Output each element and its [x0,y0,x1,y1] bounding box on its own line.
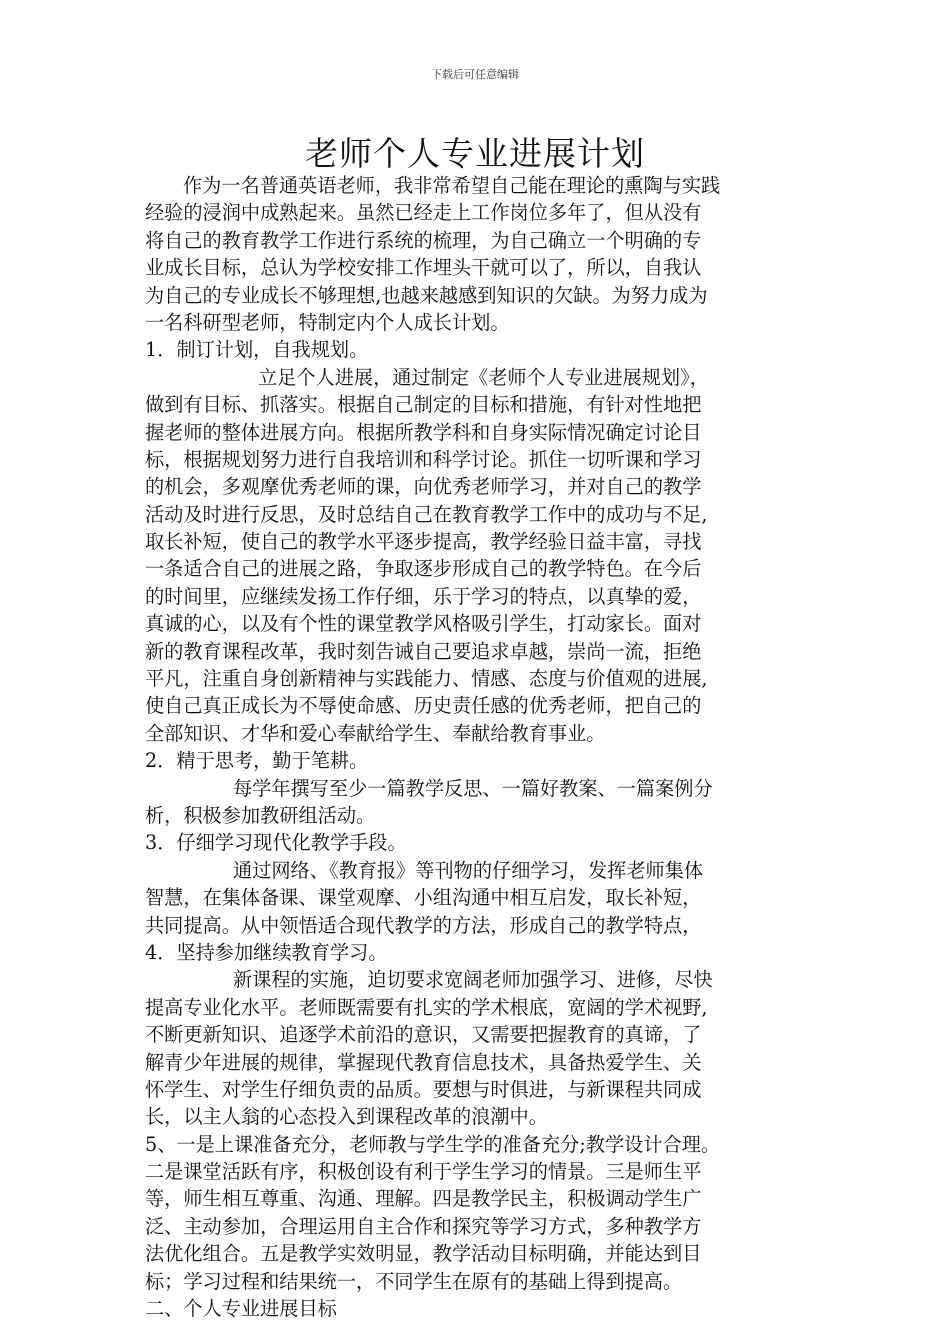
document-body [145,172,805,1322]
body-line: 为自己的专业成长不够理想,也越来越感到知识的欠缺。为努力成为 [145,283,708,307]
body-line: 共同提高。从中领悟适合现代教学的方法，形成自己的教学特点， [145,913,702,937]
body-line: 作为一名普通英语老师，我非常希望自己能在理论的熏陶与实践 [183,174,721,197]
body-line: 做到有目标、抓落实。根据自己制定的目标和措施，有针对性地把 [145,393,702,417]
body-line: 业成长目标，总认为学校安排工作埋头干就可以了，所以，自我认 [145,256,702,280]
body-line: 一名科研型老师，特制定内个人成长计划。 [145,310,510,334]
body-line: 等，师生相互尊重、沟通、理解。四是教学民主，积极调动学生广 [145,1187,702,1211]
body-line: 析，积极参加教研组活动。 [145,803,376,827]
document-title: 老师个人专业进展计划 [305,134,645,173]
body-line: 使自己真正成长为不辱使命感、历史责任感的优秀老师，把自己的 [145,694,702,718]
body-line: 握老师的整体进展方向。根据所教学科和自身实际情况确定讨论目 [145,420,702,444]
body-line: 经验的浸润中成熟起来。虽然已经走上工作岗位多年了，但从没有 [145,201,702,225]
body-line: 新的教育课程改革，我时刻告诫自己要追求卓越，崇尚一流，拒绝 [145,639,702,663]
body-line: 智慧，在集体备课、课堂观摩、小组沟通中相互启发，取长补短， [145,886,702,910]
body-line: 取长补短，使自己的教学水平逐步提高，教学经验日益丰富，寻找 [145,530,702,554]
body-line: 怀学生、对学生仔细负责的品质。要想与时俱进，与新课程共同成 [145,1077,702,1101]
body-line: 平凡，注重自身创新精神与实践能力、情感、态度与价值观的进展, [145,667,708,691]
body-line: 的时间里，应继续发扬工作仔细，乐于学习的特点，以真挚的爱， [145,584,702,608]
body-line: 立足个人进展，通过制定《老师个人专业进展规划》， [258,365,709,389]
body-line: 解青少年进展的规律，掌握现代教育信息技术，具备热爱学生、关 [145,1050,702,1074]
section-heading: 2．精于思考，勤于笔耕。 [145,749,369,773]
body-line: 标；学习过程和结果统一，不同学生在原有的基础上得到提高。 [145,1269,683,1293]
body-line: 的机会，多观摩优秀老师的课，向优秀老师学习，并对自己的教学 [145,475,702,499]
body-line: 新课程的实施，迫切要求宽阔老师加强学习、进修，尽快 [233,968,713,992]
body-line: 法优化组合。五是教学实效明显，教学活动目标明确，并能达到目 [145,1242,702,1266]
section-heading: 二、个人专业进展目标 [145,1297,337,1321]
body-line: 全部知识、才华和爱心奉献给学生、奉献给教育事业。 [145,721,606,745]
body-line: 活动及时进行反思，及时总结自己在教育教学工作中的成功与不足, [145,502,708,526]
body-line: 二是课堂活跃有序，积极创设有利于学生学习的情景。三是师生平 [145,1160,702,1184]
section-heading: 1．制订计划，自我规划。 [145,338,369,362]
body-line: 长，以主人翁的心态投入到课程改革的浪潮中。 [145,1105,548,1129]
body-line: 标，根据规划努力进行自我培训和科学讨论。抓住一切听课和学习 [145,447,702,471]
section-heading: 3．仔细学习现代化教学手段。 [145,831,407,855]
body-line: 5、一是上课准备充分，老师教与学生学的准备充分;教学设计合理。 [145,1132,721,1156]
body-line: 泛、主动参加，合理运用自主合作和探究等学习方式，多种教学方 [145,1214,702,1238]
body-line: 一条适合自己的进展之路，争取逐步形成自己的教学特色。在今后 [145,557,702,581]
header-note: 下载后可任意编辑 [431,68,519,81]
body-line: 通过网络、《教育报》等刊物的仔细学习，发挥老师集体 [233,858,704,882]
body-line: 将自己的教育教学工作进行系统的梳理，为自己确立一个明确的专 [145,228,702,252]
body-line: 提高专业化水平。老师既需要有扎实的学术根底，宽阔的学术视野, [145,995,708,1019]
body-line: 真诚的心，以及有个性的课堂教学风格吸引学生，打动家长。面对 [145,612,702,636]
section-heading: 4．坚持参加继续教育学习。 [145,940,388,964]
body-line: 每学年撰写至少一篇教学反思、一篇好教案、一篇案例分 [233,776,713,800]
body-line: 不断更新知识、追逐学术前沿的意识，又需要把握教育的真谛，了 [145,1023,702,1047]
